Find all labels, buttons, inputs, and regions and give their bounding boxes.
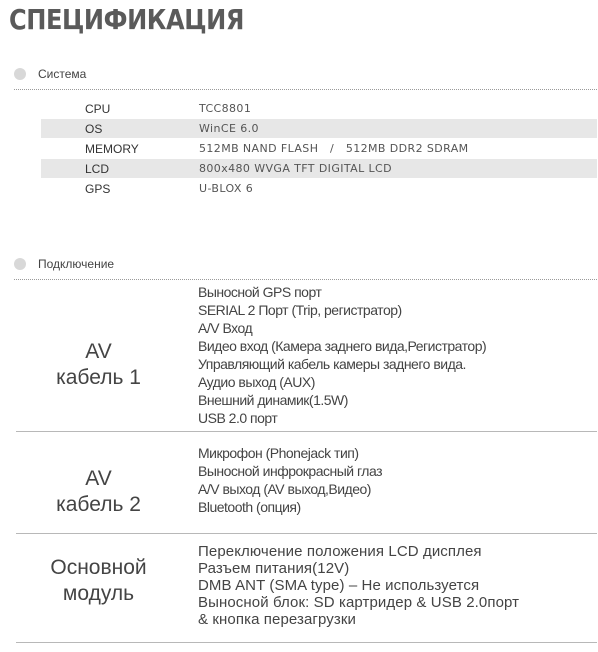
- group-divider: [16, 533, 597, 534]
- spec-value: 800x480 WVGA TFT DIGITAL LCD: [199, 162, 392, 175]
- spec-key: MEMORY: [85, 141, 139, 156]
- list-item: Выносной блок: SD картридер & USB 2.0порт: [198, 594, 520, 611]
- spec-value: WinCE 6.0: [199, 122, 259, 135]
- section-label-connection: Подключение: [38, 257, 115, 271]
- group-label-main-module: Основной модуль: [50, 556, 147, 605]
- section-divider: [14, 89, 597, 90]
- list-item: Выносной GPS порт: [198, 284, 322, 300]
- spec-value: 512MB NAND FLASH / 512MB DDR2 SDRAM: [199, 142, 469, 155]
- spec-row-lcd: [41, 159, 597, 178]
- list-item: Bluetooth (опция): [198, 499, 301, 515]
- list-item: A/V Вход: [198, 320, 253, 336]
- list-item: Управляющий кабель камеры заднего вида.: [198, 356, 466, 372]
- bullet-dot-icon: [14, 258, 26, 270]
- list-item: Микрофон (Phonejack тип): [198, 445, 359, 461]
- list-item: DMB ANT (SMA type) – Не используется: [198, 577, 480, 594]
- group-items-av-cable-2: [198, 444, 382, 516]
- section-divider: [14, 279, 597, 280]
- list-item: Переключение положения LCD дисплея: [198, 543, 482, 560]
- spec-row-gps: [41, 179, 597, 198]
- list-item: Выносной инфрокрасный глаз: [198, 463, 383, 479]
- list-item: SERIAL 2 Порт (Trip, регистратор): [198, 302, 402, 318]
- list-item: USB 2.0 порт: [198, 410, 278, 426]
- bullet-dot-icon: [14, 68, 26, 80]
- spec-key: GPS: [85, 181, 111, 196]
- section-label-system: Система: [38, 67, 87, 81]
- page-title: СПЕЦИФИКАЦИЯ: [9, 3, 244, 36]
- spec-row-memory: [41, 139, 597, 158]
- group-items-av-cable-1: [198, 283, 486, 427]
- section-header-system: [14, 67, 86, 81]
- group-label-av-cable-1: AV кабель 1: [56, 340, 141, 389]
- list-item: A/V выход (AV выход,Видео): [198, 481, 371, 497]
- spec-row-cpu: [41, 99, 597, 118]
- section-header-connection: [14, 257, 114, 271]
- spec-key: OS: [85, 121, 103, 136]
- group-divider: [16, 431, 597, 432]
- spec-key: CPU: [85, 101, 111, 116]
- list-item: Внешний динамик(1.5W): [198, 392, 348, 408]
- spec-key: LCD: [85, 161, 110, 176]
- spec-row-os: [41, 119, 597, 138]
- spec-value: U-BLOX 6: [199, 182, 254, 195]
- group-items-main-module: [198, 543, 519, 628]
- group-label-av-cable-2: AV кабель 2: [56, 467, 141, 516]
- list-item: Разъем питания(12V): [198, 560, 350, 577]
- list-item: & кнопка перезагрузки: [198, 611, 356, 628]
- list-item: Аудио выход (AUX): [198, 374, 315, 390]
- group-divider: [16, 642, 597, 643]
- spec-value: TCC8801: [199, 102, 252, 115]
- list-item: Видео вход (Камера заднего вида,Регистратор): [198, 338, 487, 354]
